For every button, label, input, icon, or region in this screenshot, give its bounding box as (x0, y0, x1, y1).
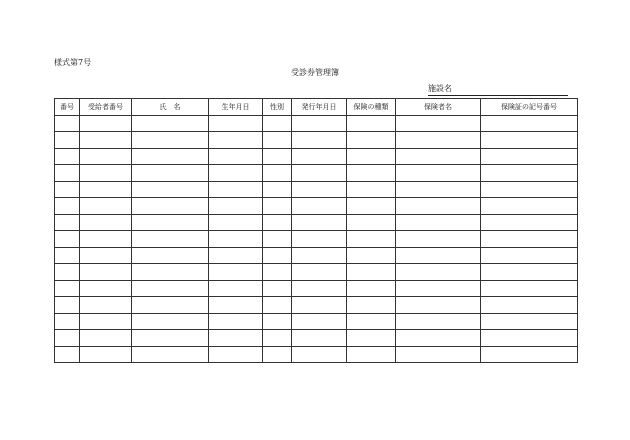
table-cell (481, 231, 578, 248)
table-cell (132, 181, 209, 198)
table-cell (80, 264, 132, 281)
table-row (55, 198, 578, 215)
table-cell (292, 346, 347, 363)
table-cell (481, 264, 578, 281)
table-cell (55, 280, 80, 297)
table-cell (80, 148, 132, 165)
table-cell (263, 231, 292, 248)
table-cell (396, 231, 481, 248)
table-cell (396, 214, 481, 231)
table-cell (55, 165, 80, 182)
table-cell (396, 181, 481, 198)
table-cell (292, 198, 347, 215)
table-cell (396, 165, 481, 182)
table-cell (80, 346, 132, 363)
table-cell (396, 346, 481, 363)
table-cell (55, 115, 80, 132)
table-cell (55, 330, 80, 347)
table-cell (80, 214, 132, 231)
table-cell (132, 132, 209, 149)
table-cell (263, 132, 292, 149)
table-cell (481, 148, 578, 165)
table-cell (481, 247, 578, 264)
table-cell (55, 148, 80, 165)
header-number: 番号 (55, 99, 80, 116)
table-cell (209, 148, 263, 165)
table-cell (347, 198, 396, 215)
table-cell (263, 247, 292, 264)
table-cell (132, 115, 209, 132)
table-cell (263, 346, 292, 363)
table-row (55, 115, 578, 132)
table-cell (347, 247, 396, 264)
table-cell (292, 297, 347, 314)
header-insurer-name: 保険者名 (396, 99, 481, 116)
table-cell (55, 313, 80, 330)
table-cell (55, 132, 80, 149)
table-cell (481, 165, 578, 182)
table-cell (132, 346, 209, 363)
table-cell (209, 330, 263, 347)
table-cell (347, 280, 396, 297)
table-cell (481, 330, 578, 347)
table-cell (263, 214, 292, 231)
table-row (55, 247, 578, 264)
table-cell (55, 346, 80, 363)
table-cell (263, 165, 292, 182)
table-cell (292, 165, 347, 182)
table-cell (347, 165, 396, 182)
table-cell (263, 330, 292, 347)
table-cell (396, 264, 481, 281)
table-cell (80, 198, 132, 215)
register-table (54, 98, 578, 363)
table-cell (292, 115, 347, 132)
header-issue-date: 発行年月日 (292, 99, 347, 116)
table-cell (132, 297, 209, 314)
table-cell (347, 115, 396, 132)
table-cell (292, 330, 347, 347)
table-cell (292, 181, 347, 198)
header-insurance-type: 保険の種類 (347, 99, 396, 116)
table-cell (481, 115, 578, 132)
table-cell (209, 313, 263, 330)
table-cell (347, 231, 396, 248)
table-cell (481, 132, 578, 149)
table-cell (292, 313, 347, 330)
table-cell (347, 264, 396, 281)
table-cell (209, 297, 263, 314)
table-cell (132, 148, 209, 165)
table-cell (263, 115, 292, 132)
table-cell (80, 330, 132, 347)
table-cell (132, 280, 209, 297)
register-body (55, 115, 578, 363)
table-cell (396, 330, 481, 347)
table-cell (209, 198, 263, 215)
table-cell (396, 132, 481, 149)
table-cell (209, 280, 263, 297)
table-cell (209, 264, 263, 281)
table-cell (481, 181, 578, 198)
table-cell (132, 264, 209, 281)
table-cell (263, 297, 292, 314)
header-name: 氏 名 (132, 99, 209, 116)
table-cell (292, 264, 347, 281)
table-cell (209, 231, 263, 248)
table-cell (80, 280, 132, 297)
table-cell (263, 313, 292, 330)
table-cell (55, 297, 80, 314)
table-cell (80, 313, 132, 330)
table-cell (396, 115, 481, 132)
table-cell (481, 297, 578, 314)
table-cell (132, 330, 209, 347)
table-cell (347, 148, 396, 165)
table-cell (347, 297, 396, 314)
table-cell (481, 198, 578, 215)
table-cell (292, 148, 347, 165)
table-cell (132, 214, 209, 231)
header-row (55, 99, 578, 116)
table-row (55, 231, 578, 248)
table-row (55, 181, 578, 198)
table-cell (263, 148, 292, 165)
table-cell (396, 247, 481, 264)
table-cell (292, 231, 347, 248)
table-cell (396, 198, 481, 215)
table-cell (132, 165, 209, 182)
table-cell (347, 346, 396, 363)
table-cell (209, 115, 263, 132)
facility-name-field (428, 84, 568, 96)
table-cell (481, 313, 578, 330)
table-cell (347, 330, 396, 347)
table-row (55, 313, 578, 330)
table-cell (292, 280, 347, 297)
table-cell (80, 115, 132, 132)
table-cell (292, 247, 347, 264)
table-cell (132, 247, 209, 264)
header-recipient-number: 受給者番号 (80, 99, 132, 116)
table-cell (55, 181, 80, 198)
table-cell (263, 198, 292, 215)
table-cell (481, 346, 578, 363)
table-cell (80, 231, 132, 248)
table-cell (132, 198, 209, 215)
table-cell (209, 181, 263, 198)
table-cell (80, 181, 132, 198)
table-cell (80, 132, 132, 149)
table-cell (292, 132, 347, 149)
facility-name-label: 施設名 (428, 84, 452, 93)
table-cell (132, 231, 209, 248)
table-cell (347, 313, 396, 330)
table-cell (347, 132, 396, 149)
table-cell (80, 297, 132, 314)
table-cell (263, 181, 292, 198)
table-cell (347, 214, 396, 231)
table-cell (209, 214, 263, 231)
table-cell (396, 313, 481, 330)
table-cell (80, 247, 132, 264)
header-sex: 性別 (263, 99, 292, 116)
table-cell (396, 148, 481, 165)
table-cell (481, 214, 578, 231)
table-row (55, 148, 578, 165)
table-cell (396, 280, 481, 297)
table-cell (481, 280, 578, 297)
table-cell (209, 247, 263, 264)
table-cell (292, 214, 347, 231)
table-row (55, 297, 578, 314)
table-row (55, 214, 578, 231)
table-cell (263, 280, 292, 297)
table-cell (209, 132, 263, 149)
table-cell (209, 346, 263, 363)
table-row (55, 264, 578, 281)
table-cell (55, 198, 80, 215)
table-row (55, 330, 578, 347)
table-cell (55, 231, 80, 248)
form-number: 様式第7号 (54, 58, 92, 67)
table-row (55, 280, 578, 297)
table-cell (55, 214, 80, 231)
table-row (55, 132, 578, 149)
document-title: 受診券管理簿 (291, 68, 339, 77)
table-row (55, 165, 578, 182)
table-cell (396, 297, 481, 314)
table-cell (55, 247, 80, 264)
table-cell (263, 264, 292, 281)
table-cell (55, 264, 80, 281)
header-insurance-card-number: 保険証の記号番号 (481, 99, 578, 116)
table-cell (347, 181, 396, 198)
table-cell (132, 313, 209, 330)
table-cell (209, 165, 263, 182)
table-cell (80, 165, 132, 182)
table-row (55, 346, 578, 363)
header-birth-date: 生年月日 (209, 99, 263, 116)
